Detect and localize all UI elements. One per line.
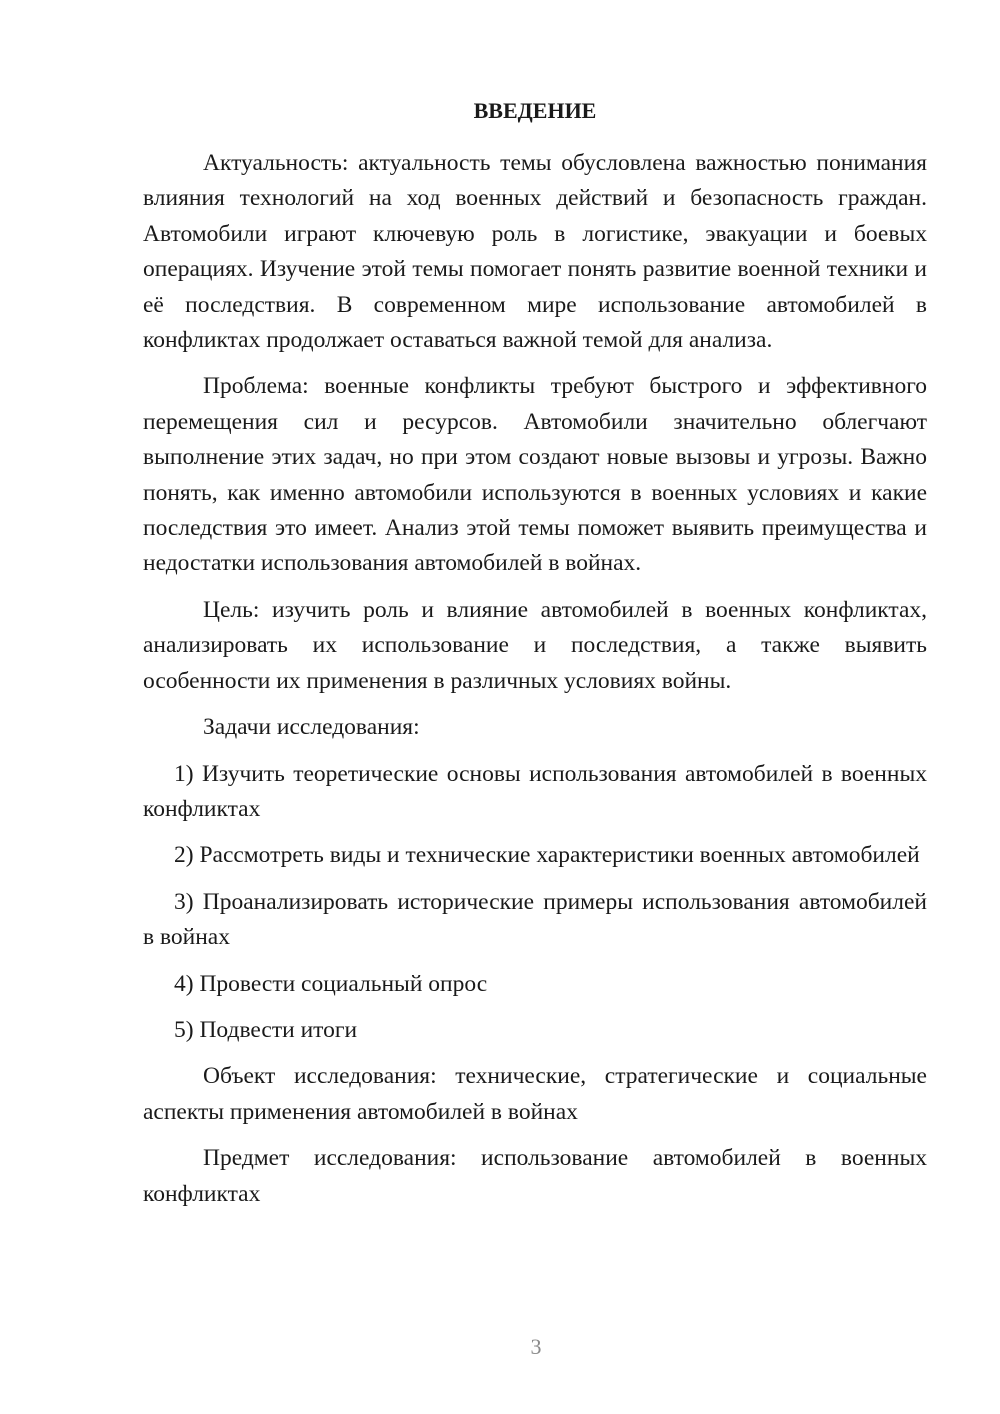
task-item: 1) Изучить теоретические основы использования автомобилей в военных конфликтах [143,760,927,822]
task-item: 5) Подвести итоги [174,1016,358,1043]
task-item: 2) Рассмотреть виды и технические характеристики военных автомобилей [174,842,920,869]
paragraph-relevance: Актуальность: актуальность темы обусловлена важностью понимания влияния технологий на ход военных действий и безопасность граждан. Автомобили играют ключевую роль в логистике, эвакуации и боевых операциях. Изучение этой темы помогает понять развитие военной техники и её последствия. В современном мире использование автомобилей в конфликтах продолжает оставаться важной темой для анализа. [143,150,927,354]
task-item: 4) Провести социальный опрос [174,970,488,997]
page-content [143,96,927,1212]
paragraph-object: Объект исследования: технические, стратегические и социальные аспекты применения автомобилей в войнах [143,1063,927,1125]
tasks-title: Задачи исследования: [203,714,420,741]
paragraph-problem: Проблема: военные конфликты требуют быстрого и эффективного перемещения сил и ресурсов. Автомобили значительно облегчают выполнение этих задач, но при этом создают новые вызовы и угрозы. Важно понять, как именно автомобили используются в военных условиях и какие последствия это имеет. Анализ этой темы поможет выявить преимущества и недостатки использования автомобилей в войнах. [143,373,927,577]
paragraph-subject: Предмет исследования: использование автомобилей в военных конфликтах [143,1145,927,1207]
task-item: 3) Проанализировать исторические примеры использования автомобилей в войнах [143,888,927,951]
paragraph-goal: Цель: изучить роль и влияние автомобилей в военных конфликтах, анализировать их использование и последствия, а также выявить особенности их применения в различных условиях войны. [143,596,927,694]
page-number: 3 [530,1334,542,1359]
section-heading: ВВЕДЕНИЕ [473,98,597,123]
